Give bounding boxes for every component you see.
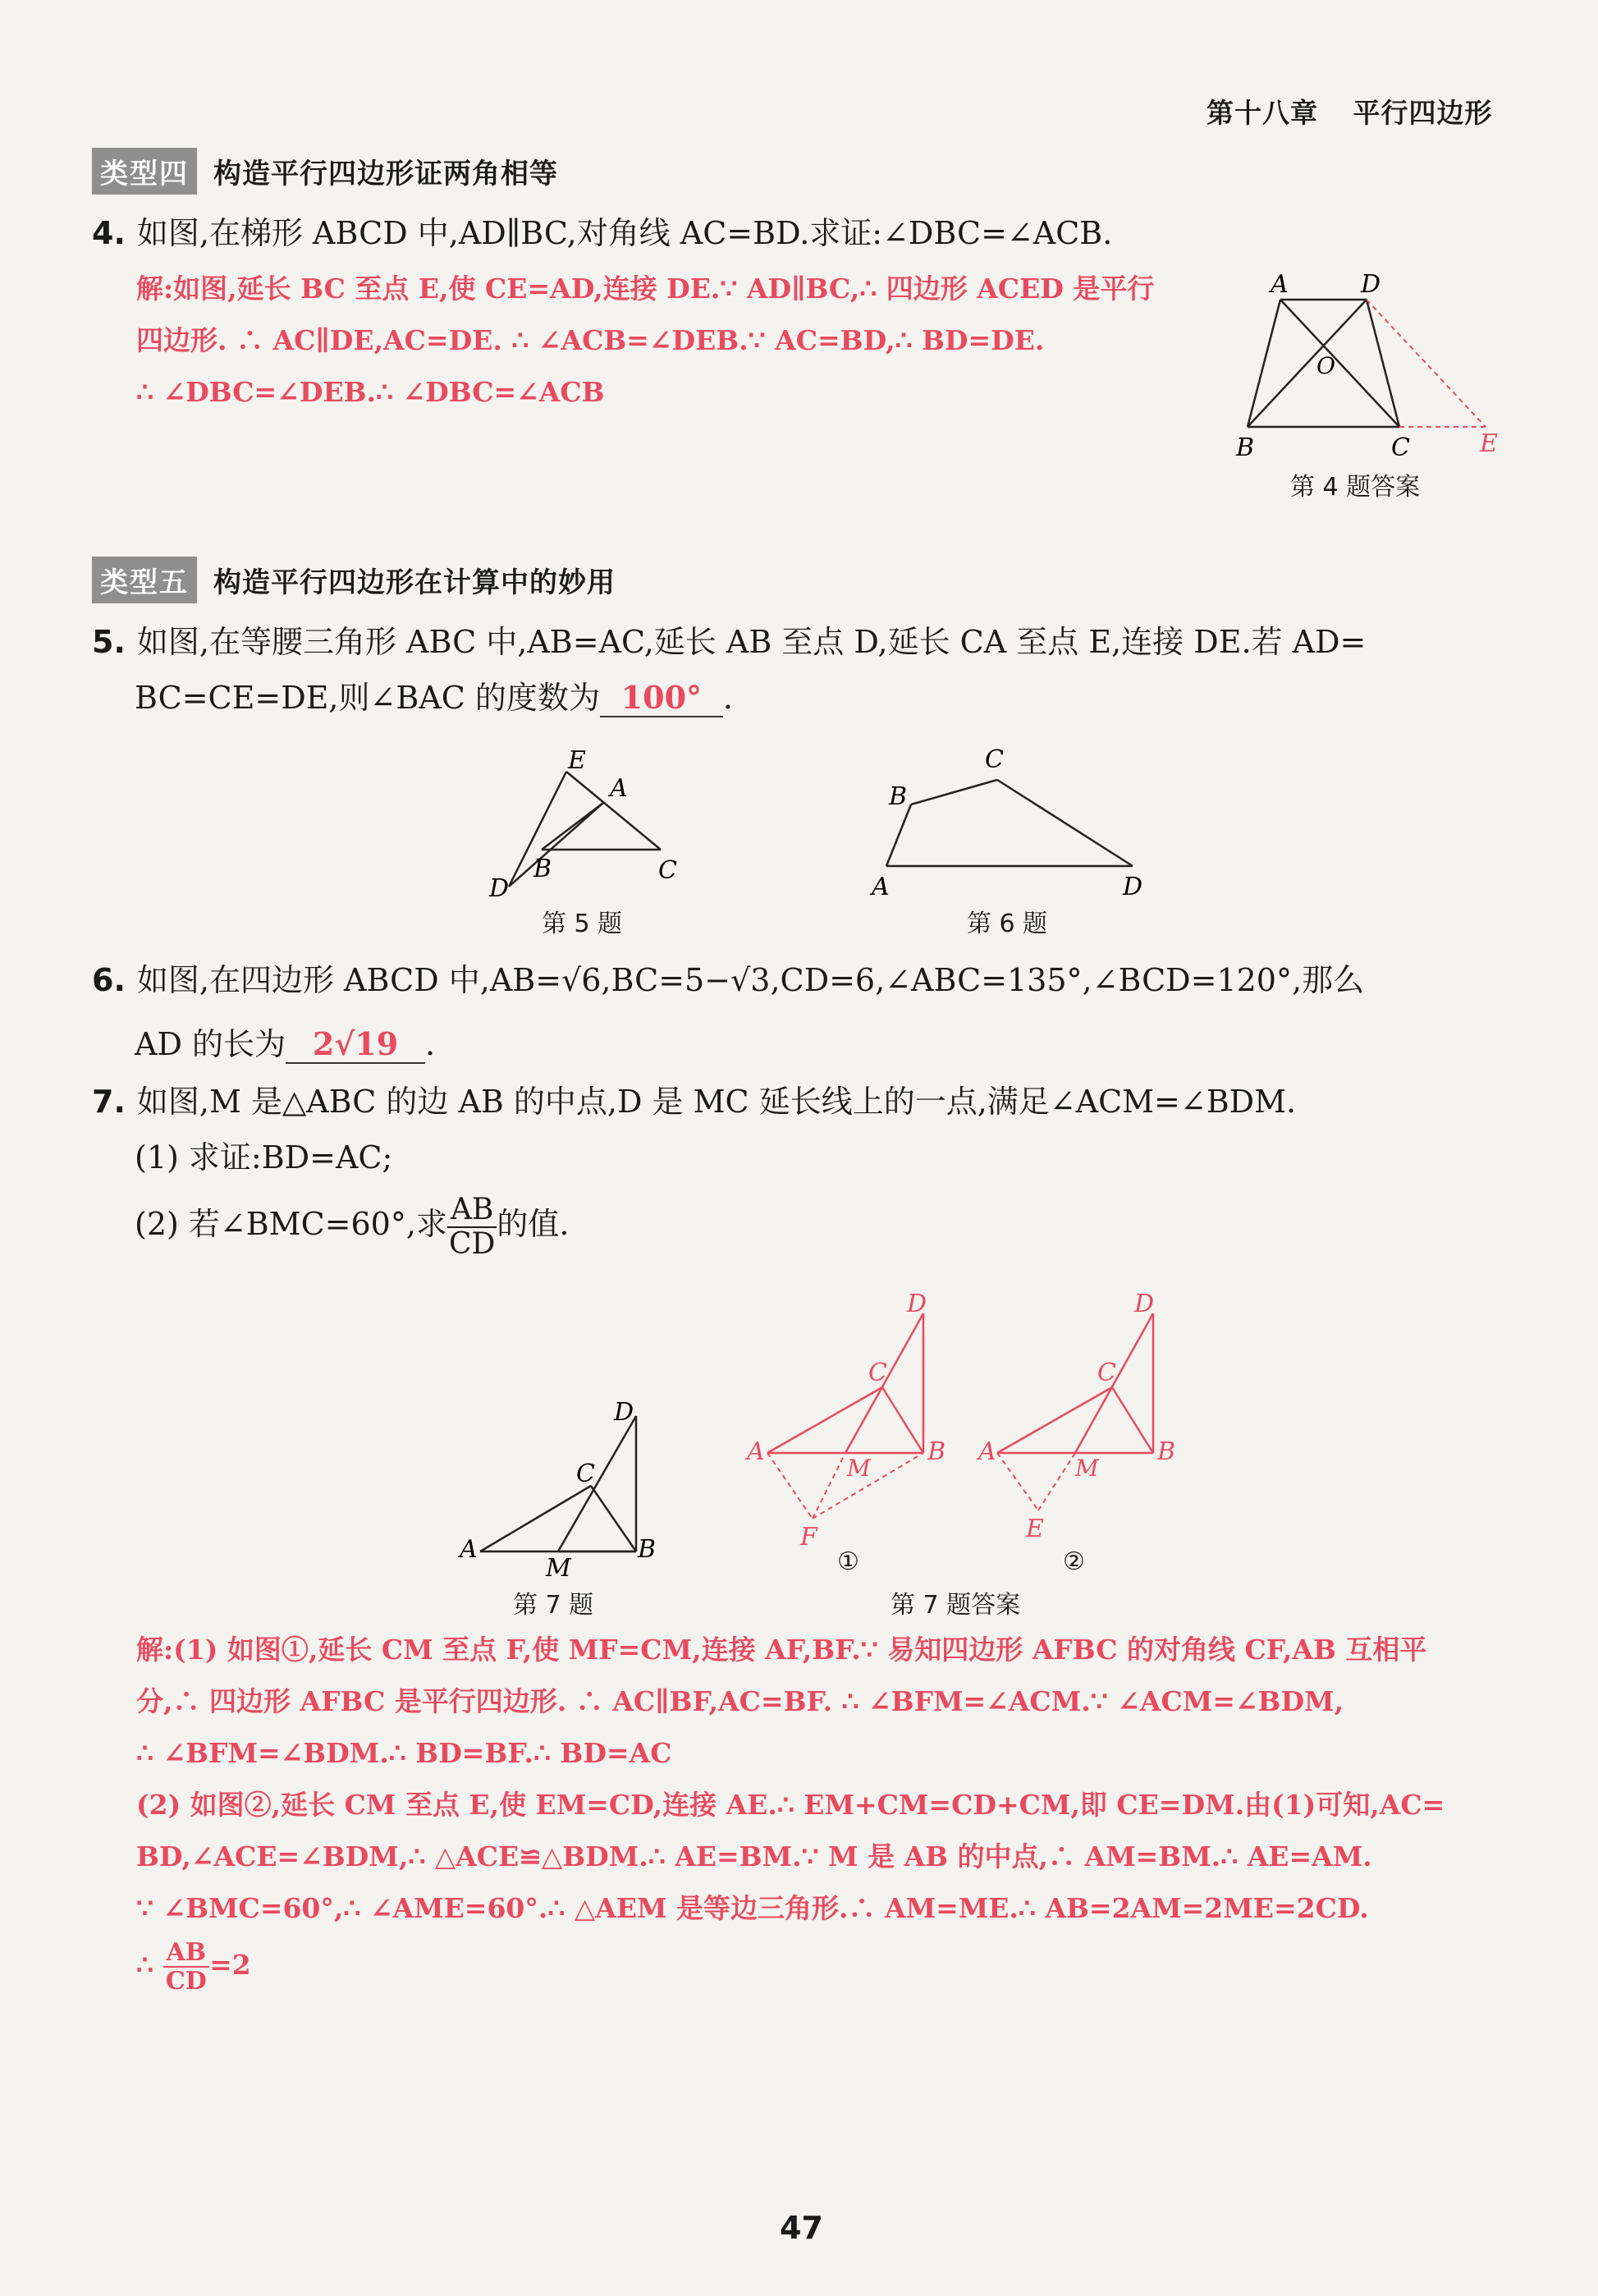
- point-label: C: [1097, 1359, 1116, 1387]
- answer-blank: 2√19: [286, 1026, 425, 1064]
- question-6: [92, 952, 1364, 1072]
- answer-line: 解:如图,延长 BC 至点 E,使 CE=AD,连接 DE.∵ AD∥BC,∴ 四边形 ACED 是平行: [136, 273, 1155, 305]
- point-label: E: [1480, 429, 1498, 458]
- figure-5-caption: 第 5 题: [542, 910, 623, 938]
- figure-edge: [480, 1486, 591, 1551]
- section-tag: 类型五: [92, 557, 197, 603]
- question-5: [92, 614, 1366, 726]
- figure-diagonal: [1280, 300, 1399, 427]
- figure-edge: [1112, 1387, 1153, 1453]
- fraction: [447, 1194, 497, 1260]
- question-text: 如图,在等腰三角形 ABC 中,AB=AC,延长 AB 至点 D,延长 CA 至点 E,连接 DE.若 AD=: [136, 624, 1367, 660]
- figure-edge: [911, 780, 997, 804]
- chapter-label: 第十八章: [1207, 97, 1318, 129]
- figure-7-caption: 第 7 题: [513, 1591, 594, 1620]
- figure-edge: [767, 1387, 882, 1453]
- point-label: B: [1157, 1437, 1176, 1466]
- question-text: 的值.: [497, 1206, 570, 1243]
- fraction-denominator: CD: [165, 1967, 207, 1996]
- fraction-numerator: AB: [447, 1194, 497, 1228]
- fraction-denominator: CD: [448, 1226, 496, 1261]
- fraction-numerator: AB: [163, 1939, 210, 1968]
- point-label: E: [1026, 1515, 1044, 1543]
- page-number: 47: [780, 2210, 823, 2246]
- figure-4: [1223, 263, 1518, 476]
- answer-line: BD,∠ACE=∠BDM,∴ △ACE≌△BDM.∴ AE=BM.∵ M 是 AB 的中点,∴ AM=BM.∴ AE=AM.: [136, 1840, 1372, 1872]
- point-label: B: [889, 782, 908, 811]
- question-number: 7.: [92, 1084, 126, 1120]
- point-label: M: [546, 1554, 571, 1576]
- point-label: B: [533, 855, 552, 883]
- point-label: D: [907, 1290, 927, 1318]
- point-label: D: [1123, 873, 1143, 901]
- section-title: 构造平行四边形在计算中的妙用: [213, 566, 616, 599]
- point-label: A: [1271, 270, 1289, 299]
- answer-line: 分,∴ 四边形 AFBC 是平行四边形. ∴ AC∥BF,AC=BF. ∴ ∠BFM=∠ACM.∵ ∠ACM=∠BDM,: [136, 1685, 1344, 1717]
- figure-6: [854, 731, 1165, 903]
- point-label: D: [614, 1398, 634, 1427]
- figure-7-answer-1: [739, 1281, 977, 1560]
- point-label: D: [1361, 270, 1381, 299]
- answer-final: [136, 1939, 1445, 1995]
- answer-blank: 100°: [600, 680, 723, 717]
- figure-extension: [1038, 1453, 1075, 1510]
- answer-line: ∴ ∠BFM=∠BDM.∴ BD=BF.∴ BD=AC: [136, 1737, 672, 1769]
- point-label: F: [800, 1523, 817, 1551]
- question-punct: .: [425, 1026, 436, 1062]
- question-text: 如图,在梯形 ABCD 中,AD∥BC,对角线 AC=BD.求证:∠DBC=∠ACB.: [136, 215, 1113, 251]
- point-label: M: [1075, 1455, 1099, 1482]
- running-header: [1207, 92, 1493, 131]
- point-label: E: [568, 746, 586, 775]
- figure-edge: [1367, 300, 1399, 427]
- question-number: 6.: [92, 962, 126, 998]
- figure-edge: [558, 1416, 636, 1551]
- point-label: C: [576, 1460, 595, 1488]
- figure-edge: [509, 803, 603, 887]
- point-label: A: [460, 1535, 478, 1564]
- figure-extension: [1367, 300, 1486, 427]
- question-text: 如图,在四边形 ABCD 中,AB=√6,BC=5−√3,CD=6,∠ABC=135°,∠BCD=120°,那么: [136, 962, 1365, 998]
- figure-7: [451, 1387, 665, 1576]
- figure-edge: [1248, 300, 1280, 427]
- point-label: A: [747, 1437, 765, 1466]
- point-label: A: [872, 873, 890, 901]
- point-label: M: [847, 1455, 871, 1482]
- point-label: C: [868, 1359, 887, 1387]
- figure-edge: [886, 804, 911, 866]
- question-text: 如图,M 是△ABC 的边 AB 的中点,D 是 MC 延长线上的一点,满足∠ACM=∠BDM.: [136, 1084, 1297, 1120]
- figure-5: [476, 739, 706, 903]
- section-five-heading: [92, 557, 616, 603]
- point-label: C: [658, 856, 677, 885]
- figure-edge: [997, 780, 1133, 866]
- question-punct: .: [722, 680, 733, 716]
- point-label: D: [489, 874, 510, 903]
- figure-mark-1: ①: [837, 1547, 859, 1576]
- point-label: C: [985, 745, 1004, 774]
- question-text: AD 的长为: [135, 1026, 286, 1062]
- point-label: O: [1316, 352, 1335, 379]
- question-7-answer: [136, 1624, 1445, 1995]
- question-number: 4.: [92, 215, 126, 251]
- figure-7-answer-2: [968, 1281, 1198, 1543]
- point-label: D: [1134, 1290, 1155, 1318]
- figure-edge: [882, 1387, 923, 1453]
- figure-mark-2: ②: [1063, 1547, 1085, 1576]
- section-tag: 类型四: [92, 148, 197, 195]
- question-part-2: [92, 1194, 1296, 1260]
- point-label: A: [610, 774, 628, 803]
- answer-line: ∴ ∠DBC=∠DEB.∴ ∠DBC=∠ACB: [136, 376, 605, 408]
- question-text: (2) 若∠BMC=60°,求: [135, 1206, 447, 1243]
- answer-line: ∵ ∠BMC=60°,∴ ∠AME=60°.∴ △AEM 是等边三角形.∴ AM=ME.∴ AB=2AM=2ME=2CD.: [136, 1892, 1369, 1924]
- answer-line: 解:(1) 如图①,延长 CM 至点 F,使 MF=CM,连接 AF,BF.∵ 易知四边形 AFBC 的对角线 CF,AB 互相平: [136, 1634, 1427, 1666]
- question-part-1: (1) 求证:BD=AC;: [135, 1139, 393, 1175]
- fraction: [163, 1939, 210, 1995]
- answer-text: =2: [209, 1949, 251, 1981]
- answer-line: (2) 如图②,延长 CM 至点 E,使 EM=CD,连接 AE.∴ EM+CM=CD+CM,即 CE=DM.由(1)可知,AC=: [136, 1789, 1445, 1821]
- answer-text: ∴: [136, 1949, 153, 1981]
- answer-line: 四边形. ∴ AC∥DE,AC=DE. ∴ ∠ACB=∠DEB.∵ AC=BD,∴ BD=DE.: [136, 324, 1045, 356]
- question-text: BC=CE=DE,则∠BAC 的度数为: [135, 680, 600, 716]
- question-7: [92, 1074, 1296, 1260]
- figure-diagonal: [1248, 300, 1367, 427]
- figure-6-caption: 第 6 题: [967, 910, 1048, 938]
- question-4: [92, 205, 1112, 261]
- point-label: A: [978, 1437, 996, 1466]
- point-label: B: [638, 1535, 657, 1564]
- chapter-title: 平行四边形: [1353, 97, 1493, 129]
- figure-edge: [997, 1387, 1112, 1453]
- question-number: 5.: [92, 624, 126, 660]
- section-title: 构造平行四边形证两角相等: [213, 158, 558, 190]
- figure-4-caption: 第 4 题答案: [1290, 473, 1421, 502]
- point-label: C: [1391, 433, 1410, 462]
- figure-extension: [997, 1453, 1038, 1510]
- figure-7-answer-caption: 第 7 题答案: [891, 1591, 1021, 1620]
- figure-edge: [591, 1486, 636, 1551]
- figure-extension: [767, 1453, 813, 1519]
- question-4-answer: [136, 263, 1154, 418]
- point-label: B: [1236, 433, 1255, 462]
- point-label: B: [927, 1437, 946, 1466]
- section-four-heading: [92, 148, 558, 195]
